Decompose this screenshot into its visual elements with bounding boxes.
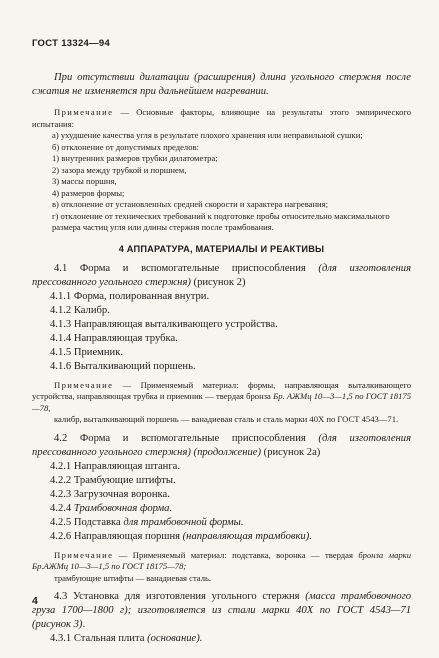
text-span: (рисунок 2а) [261, 446, 321, 458]
text-span: , [48, 402, 51, 413]
text-span: (рисунок 2) [190, 276, 246, 288]
item-4-2-5 [32, 516, 411, 530]
note-1-item: 2) зазора между трубкой и поршнем, [52, 164, 187, 175]
note-1-item: 3) массы поршня, [52, 176, 117, 186]
note-1-head: Примечание [54, 107, 114, 117]
text-span: — Применяемый материал: подставка, воронка — твердая [113, 549, 359, 560]
text-span: 4.2.4 [50, 502, 74, 514]
note-2-line-2: калибр, выталкивающий поршень — ванадиевая сталь и сталь марки 40Х по ГОСТ 4543—71. [54, 414, 399, 424]
item-4-1-3: 4.1.3 Направляющая выталкивающего устройства. [50, 318, 278, 330]
text-span-italic: Трамбовочная форма. [73, 502, 173, 514]
note-1 [32, 107, 411, 130]
item-4-2-1 [32, 460, 411, 474]
note-2-head: Примечание [54, 379, 114, 390]
note-1-item: в) отклонение от установленных средней скорости и характера нагревания; [52, 199, 328, 209]
text-span: 4.3.1 Стальная плита [50, 633, 148, 644]
text-span: . [82, 619, 86, 630]
item-4-1-5: 4.1.5 Приемник. [50, 346, 123, 358]
text-span: 4.2.1 Направляющая штанга. [50, 460, 181, 472]
text-span: 4.2.6 Направляющая поршня [50, 530, 183, 542]
note-1-item: 4) размеров формы; [52, 187, 125, 198]
section-4-title: 4 АППАРАТУРА, МАТЕРИАЛЫ И РЕАКТИВЫ [118, 243, 325, 254]
note-1-item: б) отклонение от допустимых пределов: [52, 141, 199, 152]
text-span-italic: Бр. АЖМц 10—3—1,5 по ГОСТ 18175—78 [32, 391, 411, 413]
note-1-text: — Основные факторы, влияющие на результаты этого эмпирического испытания: [32, 107, 411, 129]
text-span: 4.2.5 Подставка [50, 516, 124, 528]
item-4-1-6: 4.1.6 Выталкивающий поршень. [50, 360, 196, 372]
text-span: 4.3 Установка для изготовления угольного стержня [54, 591, 306, 602]
text-span: 4.1 Форма и вспомогательные приспособления [54, 262, 319, 274]
text-span: 4.2.3 Загрузочная воронка. [50, 488, 170, 500]
text-span: — Применяемый материал: формы, направляющая выталкивающего устройства, направляющая трубка и приемник — твердая бронза [32, 379, 411, 401]
item-4-2-6 [32, 530, 411, 544]
item-4-1-1: 4.1.1 Форма, полированная внутри. [50, 290, 210, 302]
note-1-item: г) отклонение от технических требований к подготовке пробы относительно максимального размера частиц угля или длины стержня после трамбования. [52, 210, 390, 232]
note-3 [32, 550, 411, 573]
paragraph-4-3 [32, 590, 411, 632]
paragraph-4-2 [32, 432, 411, 460]
text-span-italic: (для изготовления прессованного угольного стержня) [32, 262, 411, 288]
text-span-italic: для трамбовочной формы. [123, 516, 244, 528]
intro-paragraph: При отсутствии дилатации (расширения) длина угольного стержня после сжатия не изменяется при дальнейшем нагревании. [32, 72, 411, 97]
item-4-2-4 [32, 502, 411, 516]
item-4-3-1 [32, 632, 411, 646]
text-span: 4.2 Форма и вспомогательные приспособления [54, 432, 319, 444]
text-span: 4.2.2 Трамбующие штифты. [50, 474, 176, 486]
text-span-italic: (масса трамбовочного груза 1700—1800 г); изготовляется из стали марки 40Х по ГОСТ 4543—71 (рисунок 3) [32, 591, 412, 630]
text-span-italic: (направляющая трамбовки). [182, 530, 312, 542]
text-span-italic: (основание). [147, 633, 203, 644]
document-header: ГОСТ 13324—94 [32, 38, 111, 49]
item-4-1-2: 4.1.2 Калибр. [50, 304, 110, 316]
item-4-1-4: 4.1.4 Направляющая трубка. [50, 332, 178, 344]
note-1-item: а) ухудшение качества угля в результате плохого хранения или неправильной сушки; [52, 130, 363, 140]
note-1-item: 1) внутренних размеров трубки дилатометра; [52, 153, 218, 163]
text-span-italic: (для изготовления прессованного угольного стержня) (продолжение) [32, 432, 411, 458]
page-number: 4 [32, 595, 38, 607]
note-2 [32, 380, 411, 415]
paragraph-4-1 [32, 262, 411, 290]
item-4-2-2 [32, 474, 411, 488]
text-span-italic: бронза марки Бр.АЖМц 10—3—1,5 по ГОСТ 18175—78; [32, 549, 412, 571]
note-3-head: Примечание [54, 549, 114, 560]
note-3-line-2: трамбующие штифты — ванадиевая сталь. [54, 572, 212, 583]
item-4-2-3 [32, 488, 411, 502]
